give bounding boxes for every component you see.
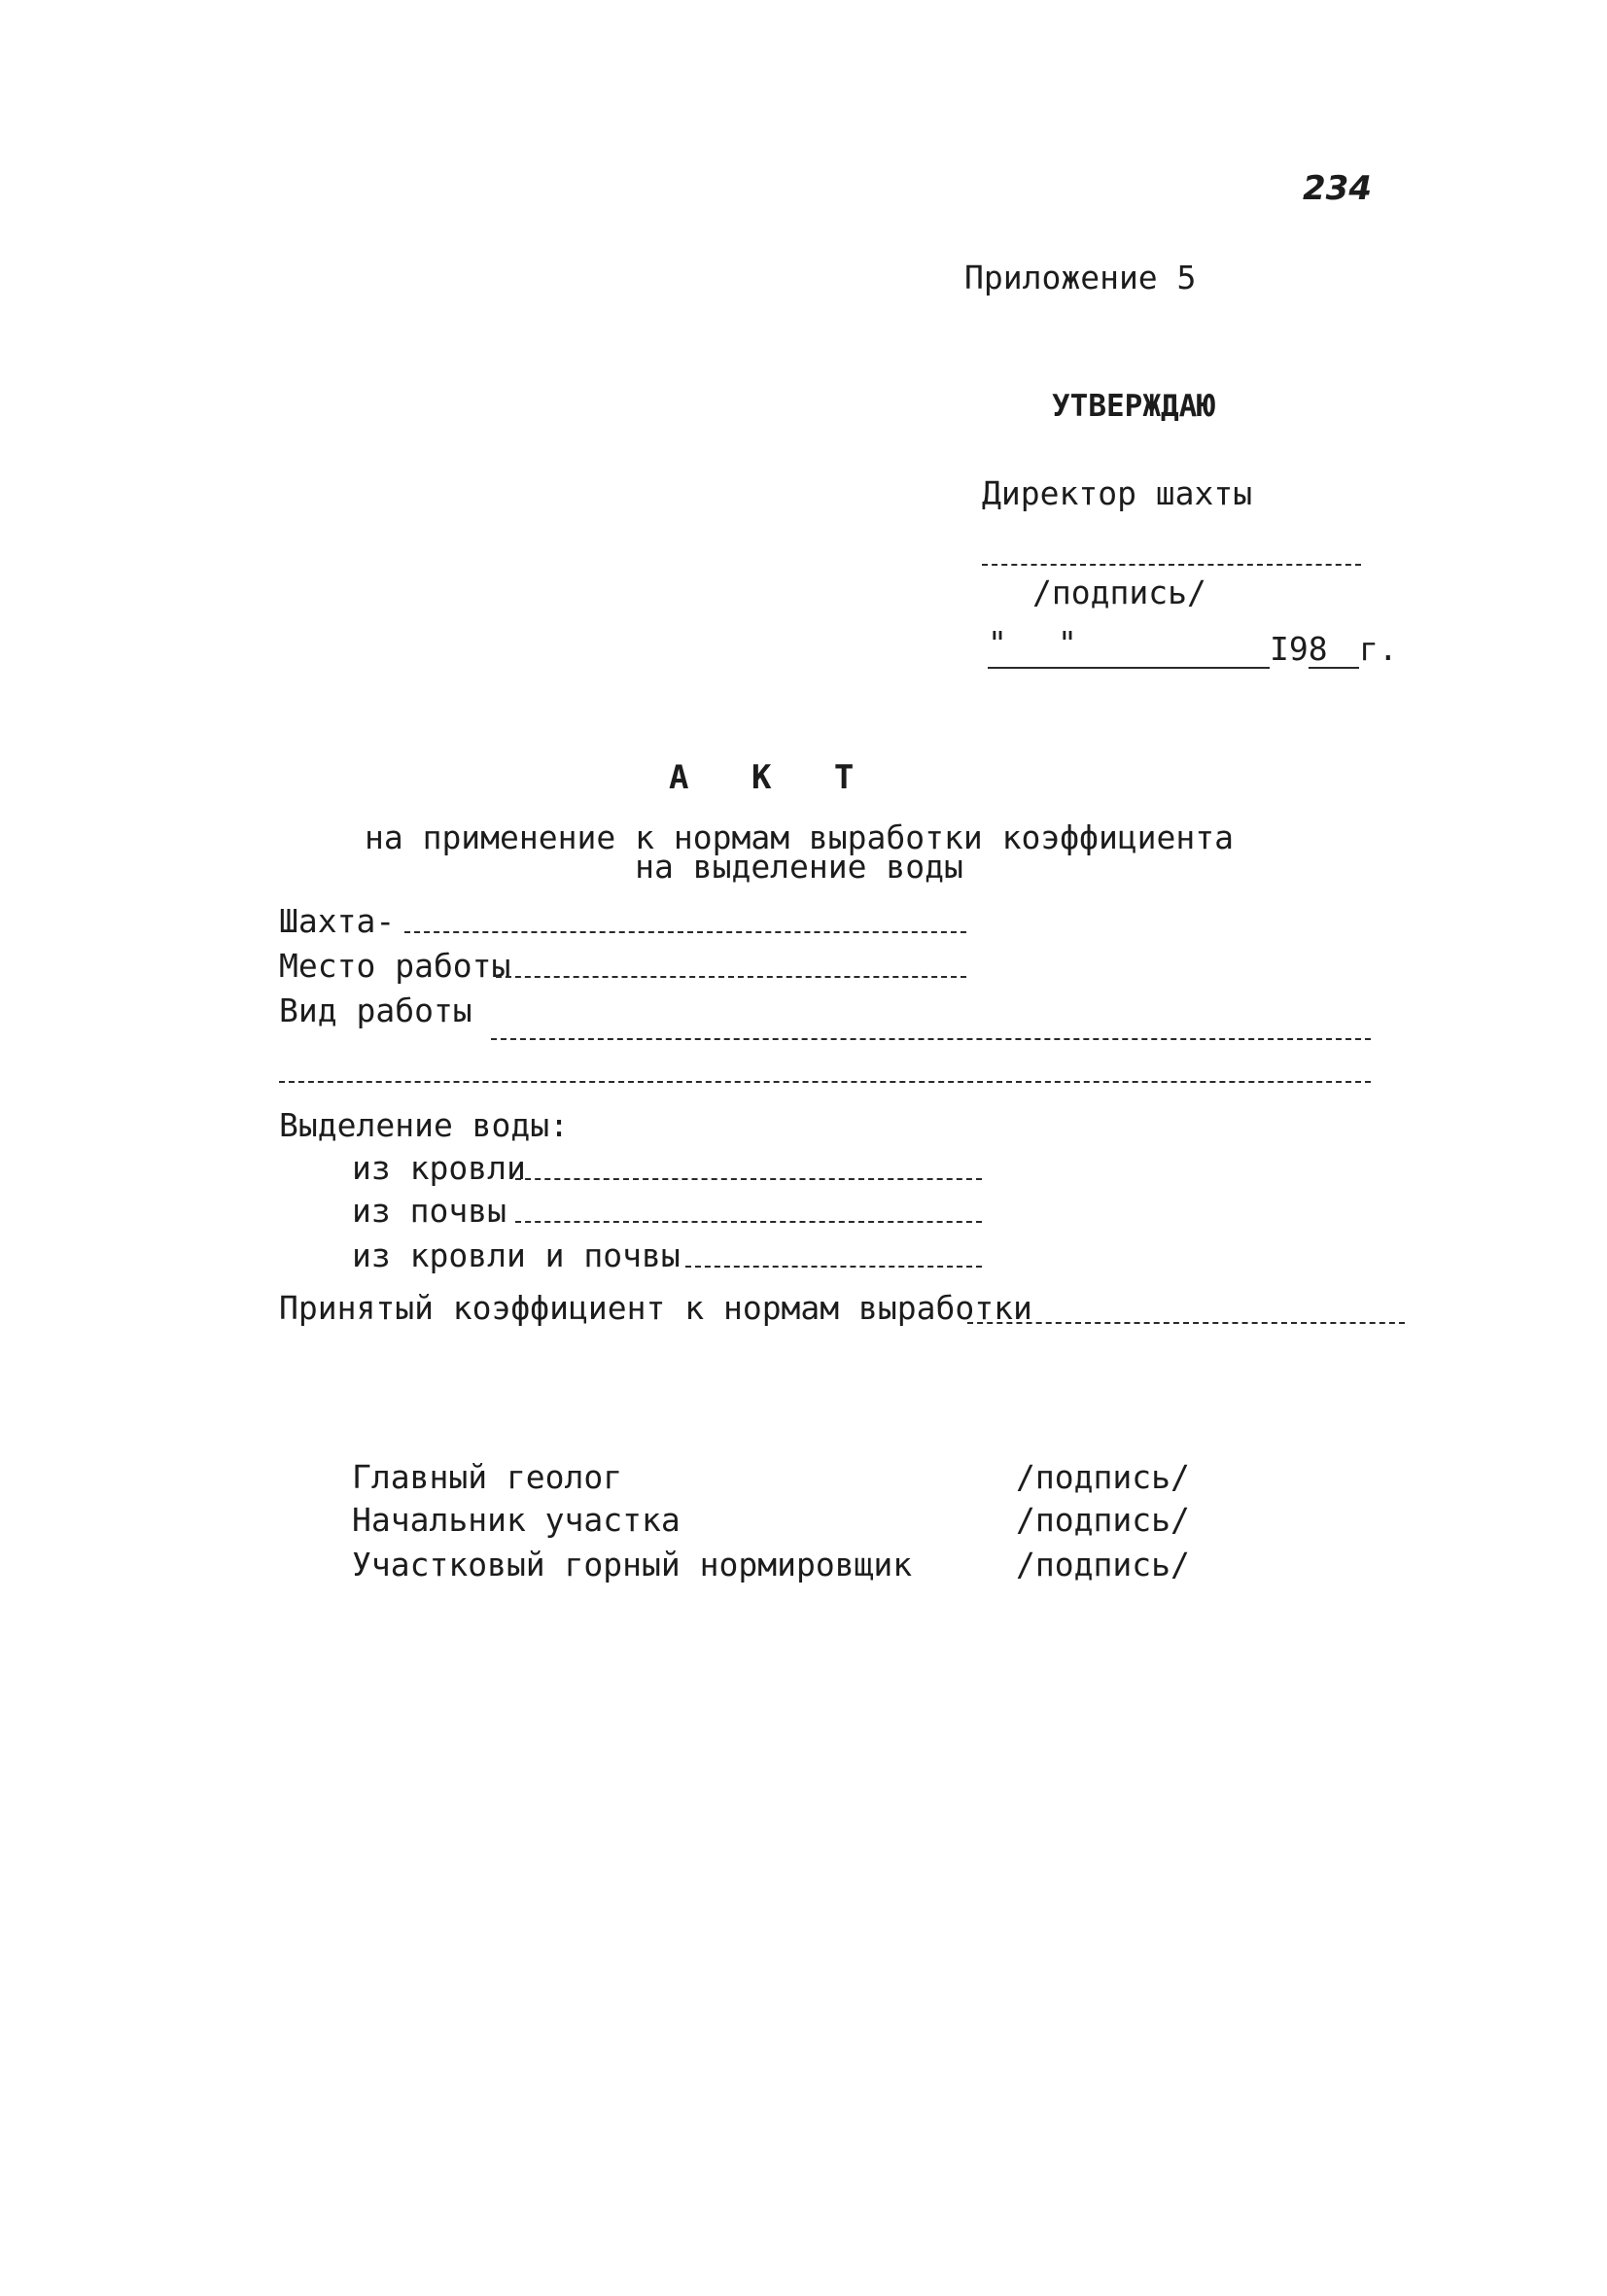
- water-roof-label: из кровли: [352, 1149, 526, 1187]
- work-type-label: Вид работы: [279, 991, 472, 1029]
- director-position: Директор шахты: [982, 474, 1253, 512]
- mine-label: Шахта-: [279, 902, 396, 940]
- signatory-sign: /подпись/: [1016, 1458, 1190, 1496]
- document-subtitle-line1: на применение к нормам выработки коэффициента: [364, 818, 1235, 856]
- water-floor-label: из почвы: [352, 1192, 507, 1230]
- date-close-quote: ": [1058, 624, 1077, 662]
- director-signature-line: [982, 564, 1361, 566]
- approval-heading: УТВЕРЖДАЮ: [1052, 389, 1215, 424]
- date-year-suffix: г.: [1359, 630, 1398, 668]
- work-type-line-2: [279, 1081, 1371, 1083]
- date-year-prefix: I98: [1270, 630, 1328, 668]
- signatory-sign: /подпись/: [1016, 1546, 1190, 1583]
- signatory-role: Главный геолог: [352, 1458, 623, 1496]
- water-heading: Выделение воды:: [279, 1106, 570, 1144]
- workplace-line: [496, 976, 966, 978]
- document-title: А К Т: [669, 758, 876, 797]
- signatory-sign: /подпись/: [1016, 1501, 1190, 1539]
- water-floor-line: [515, 1221, 982, 1223]
- mine-line: [404, 931, 966, 933]
- signatory-role: Участковый горный нормировщик: [352, 1546, 913, 1583]
- water-roof-line: [515, 1178, 982, 1180]
- work-type-line-1: [491, 1038, 1371, 1040]
- page-number: 234: [1303, 169, 1372, 208]
- date-year-line: [1309, 667, 1359, 669]
- water-roof-floor-label: из кровли и почвы: [352, 1236, 681, 1274]
- signatory-role: Начальник участка: [352, 1501, 681, 1539]
- date-day-month-line: [988, 667, 1270, 669]
- director-signature-caption: /подпись/: [1032, 574, 1206, 611]
- document-subtitle-line2: на выделение воды: [635, 848, 963, 886]
- date-open-quote: ": [988, 624, 1007, 662]
- coefficient-label: Принятый коэффициент к нормам выработки: [279, 1289, 1032, 1327]
- coefficient-line: [967, 1322, 1405, 1324]
- water-roof-floor-line: [685, 1266, 982, 1268]
- appendix-label: Приложение 5: [964, 259, 1197, 296]
- workplace-label: Место работы: [279, 947, 511, 985]
